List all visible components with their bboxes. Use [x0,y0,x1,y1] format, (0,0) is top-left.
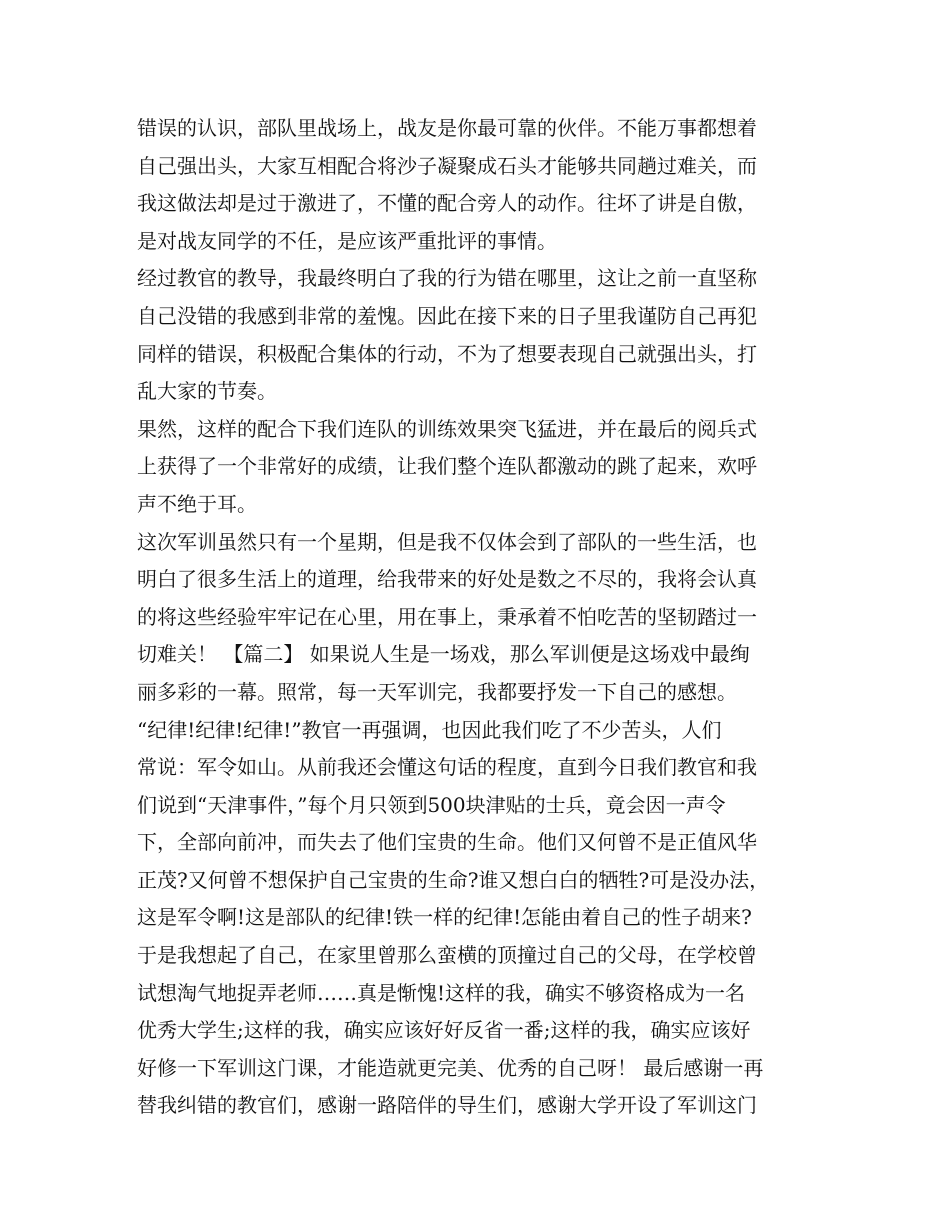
text-line: 常说：军令如山。从前我还会懂这句话的程度，直到今日我们教官和我 [137,755,757,780]
text-line: 下，全部向前冲，而失去了他们宝贵的生命。他们又何曾不是正值风华 [137,830,757,855]
text-line: 的将这些经验牢牢记在心里，用在事上，秉承着不怕吃苦的坚韧踏过一 [137,604,757,629]
text-line: 好修一下军训这门课，才能造就更完美、优秀的自己呀！ 最后感谢一再 [137,1055,764,1080]
text-line: 于是我想起了自己，在家里曾那么蛮横的顶撞过自己的父母，在学校曾 [137,943,757,968]
text-line: 乱大家的节奏。 [137,379,277,404]
text-line: 是对战友同学的不任，是应该严重批评的事情。 [137,228,557,253]
text-line: 上获得了一个非常好的成绩，让我们整个连队都激动的跳了起来，欢呼 [137,454,757,479]
body-text [137,110,827,1125]
text-line: 明白了很多生活上的道理，给我带来的好处是数之不尽的，我将会认真 [137,567,757,592]
text-line: “纪律!纪律!纪律!”教官一再强调，也因此我们吃了不少苦头，人们 [137,717,722,742]
text-line: 我这做法却是过于激进了，不懂的配合旁人的动作。往坏了讲是自傲， [137,191,757,216]
text-line: 这次军训虽然只有一个星期，但是我不仅体会到了部队的一些生活，也 [137,529,757,554]
text-line: 们说到“天津事件，”每个月只领到500块津贴的士兵，竟会因一声令 [137,792,726,817]
text-line: 替我纠错的教官们，感谢一路陪伴的导生们，感谢大学开设了军训这门 [137,1093,757,1118]
text-line: 丽多彩的一幕。照常，每一天军训完，我都要抒发一下自己的感想。 [137,679,737,704]
text-line: 同样的错误，积极配合集体的行动，不为了想要表现自己就强出头，打 [137,341,757,366]
text-line: 优秀大学生;这样的我，确实应该好好反省一番;这样的我，确实应该好 [137,1018,751,1043]
text-line: 这是军令啊!这是部队的纪律!铁一样的纪律!怎能由着自己的性子胡来? [137,905,752,930]
text-line: 声不绝于耳。 [137,491,257,516]
text-line: 试想淘气地捉弄老师……真是惭愧!这样的我，确实不够资格成为一名 [137,980,746,1005]
text-line: 错误的认识，部队里战场上，战友是你最可靠的伙伴。不能万事都想着 [137,116,757,140]
text-line: 自己没错的我感到非常的羞愧。因此在接下来的日子里我谨防自己再犯 [137,303,757,328]
text-line: 正茂?又何曾不想保护自己宝贵的生命?谁又想白白的牺牲?可是没办法， [137,867,770,892]
text-line: 切难关！ 【篇二】 如果说人生是一场戏，那么军训便是这场戏中最绚 [137,642,750,667]
text-line: 经过教官的教导，我最终明白了我的行为错在哪里，这让之前一直坚称 [137,266,757,291]
text-line: 果然，这样的配合下我们连队的训练效果突飞猛进，并在最后的阅兵式 [137,416,757,441]
text-line: 自己强出头，大家互相配合将沙子凝聚成石头才能够共同趟过难关，而 [137,153,757,178]
